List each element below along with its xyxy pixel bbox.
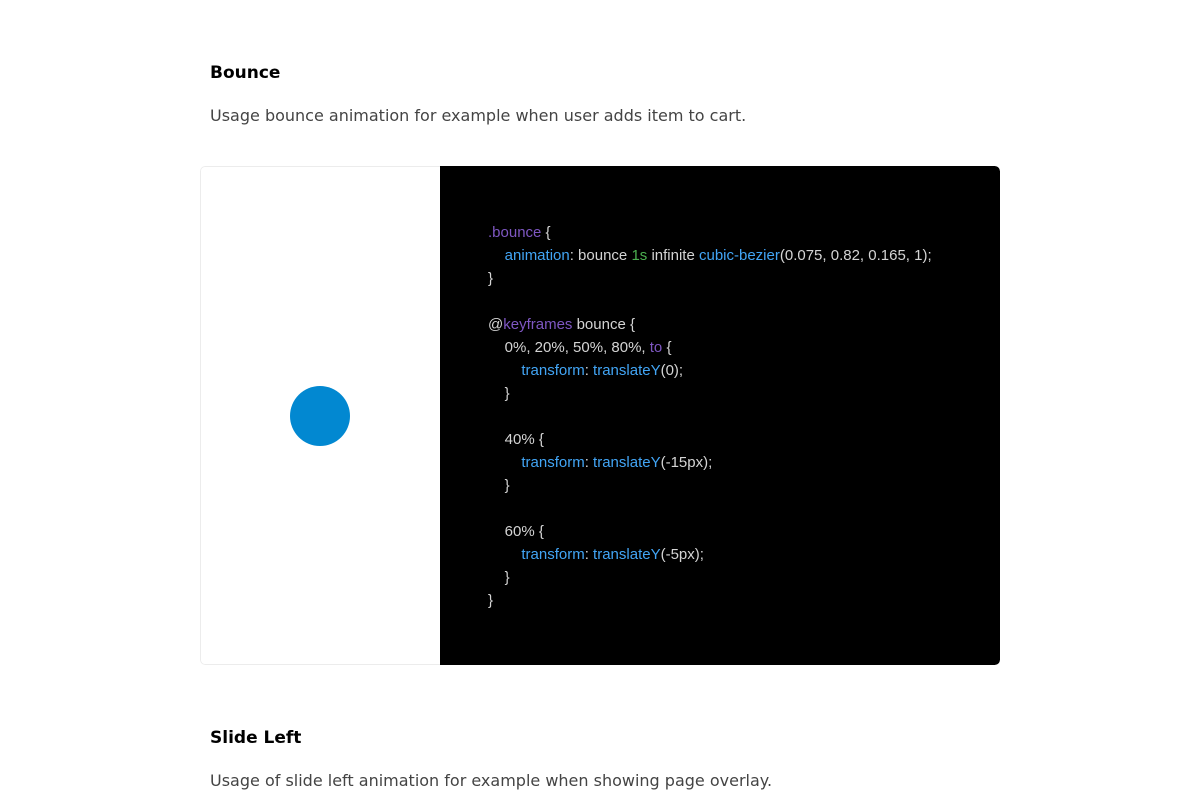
code-block [440,166,1000,665]
code-token: transform [521,454,585,471]
code-token: 40% { [488,431,544,448]
css-code [488,221,932,612]
code-line [488,405,932,428]
code-token: translateY [593,454,661,471]
code-token: @ [488,316,504,333]
code-token: 1s [631,247,648,264]
code-token [488,247,505,264]
section-title-slide-left: Slide Left [210,728,302,748]
code-token [488,362,521,379]
code-token: } [488,477,510,494]
section-title-bounce: Bounce [210,63,281,83]
code-token: : [584,362,594,379]
code-token: } [488,569,510,586]
code-token: } [488,385,510,402]
code-token: (-15px); [660,454,713,471]
code-token: infinite [647,247,699,264]
code-token: (0.075, 0.82, 0.165, 1); [779,247,932,264]
code-token: animation [504,247,570,264]
section-description-bounce: Usage bounce animation for example when user adds item to cart. [210,106,747,125]
code-token: : [584,454,594,471]
code-line [488,589,932,612]
code-token: { [662,339,672,356]
code-token: (-5px); [660,546,704,563]
code-token: transform [521,362,585,379]
code-line [488,221,932,244]
code-token: .bounce [488,224,542,241]
code-line [488,290,932,313]
code-token: 60% { [488,523,544,540]
code-line [488,313,932,336]
code-token: translateY [593,362,661,379]
code-line [488,474,932,497]
code-token: cubic-bezier [698,247,780,264]
code-line [488,451,932,474]
code-line [488,520,932,543]
section-description-slide-left: Usage of slide left animation for example when showing page overlay. [210,771,773,790]
code-line [488,336,932,359]
code-token: (0); [660,362,684,379]
code-line [488,428,932,451]
code-line [488,267,932,290]
code-line [488,359,932,382]
code-token [488,454,521,471]
code-token: : bounce [569,247,632,264]
code-token: 0%, 20%, 50%, 80%, [488,339,650,356]
code-token: transform [521,546,585,563]
code-line [488,382,932,405]
code-token [488,546,521,563]
code-token: keyframes [503,316,573,333]
code-token: to [649,339,663,356]
code-token: : [584,546,594,563]
code-token: } [488,270,494,287]
code-token: { [541,224,551,241]
code-line [488,543,932,566]
bounce-demo-card [200,166,1000,665]
code-line [488,244,932,267]
code-token: bounce { [572,316,635,333]
code-token: translateY [593,546,661,563]
code-token: } [488,592,494,609]
code-line [488,497,932,520]
code-line [488,566,932,589]
animation-preview [200,166,440,665]
bouncing-ball [290,386,350,446]
